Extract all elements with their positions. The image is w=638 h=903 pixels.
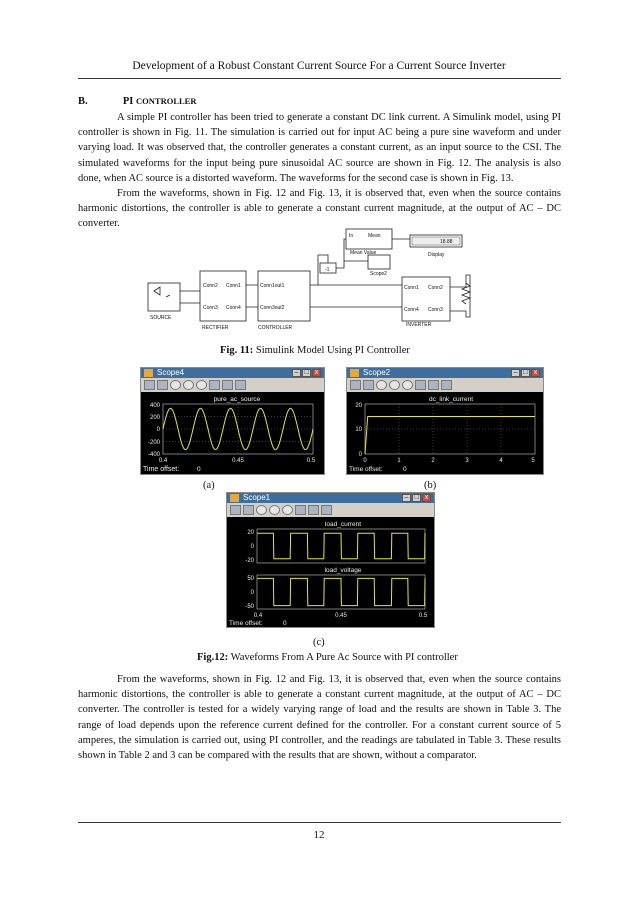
time-offset-label: Time offset: <box>143 466 180 473</box>
rectifier-label: RECTIFIER <box>202 325 229 331</box>
xtick: 0.5 <box>306 458 316 464</box>
scope-c-chart <box>227 517 434 627</box>
save-axes-icon[interactable] <box>308 505 319 515</box>
ytick: -200 <box>147 440 160 446</box>
scope-icon <box>144 369 153 377</box>
zoom-y-icon[interactable] <box>282 505 293 515</box>
scope-icon <box>350 369 359 377</box>
body-text-bottom <box>78 672 561 763</box>
minimize-button[interactable]: – <box>511 369 520 377</box>
time-offset-value: 0 <box>403 466 407 473</box>
time-offset-value: 0 <box>283 620 287 627</box>
label-a: (a) <box>203 480 215 491</box>
scope-window-a <box>140 367 325 475</box>
print-icon[interactable] <box>144 380 155 390</box>
rect-port-4: Conn4 <box>226 305 241 311</box>
plot-title-b: dc_link_current <box>428 396 474 403</box>
zoom-x-icon[interactable] <box>183 380 194 390</box>
paragraph-3: From the waveforms, shown in Fig. 12 and Fig. 13, it is observed that, even when the source contains harmonic distortions, the controller is able to generate a constant current magnitude, at the output of AC – DC converter. The controller is tested for a widely varying range of load and the results are shown in Table 3. The range of load depends upon the reference current defined for the controller. For a constant current source of 5 amperes, the simulation is carried out, using PI controller, and the readings are tabulated in Table 3. These results shown in Table 2 and 3 can be compared with the results that are shown, without a comparator. <box>78 674 561 762</box>
fig11-caption-text: Simulink Model Using PI Controller <box>255 345 410 356</box>
ytick: 400 <box>149 403 160 409</box>
ytick: 20 <box>355 403 362 409</box>
source-block <box>148 283 180 311</box>
xtick: 5 <box>531 458 535 464</box>
scope-a-toolbar <box>141 378 324 392</box>
ctrl-port-2: Conn3out2 <box>260 305 285 311</box>
inverter-label: INVERTER <box>406 322 432 328</box>
mean-out-label: Mean <box>368 233 381 239</box>
time-offset-value: 0 <box>197 466 201 473</box>
scope-a-chart <box>141 392 324 474</box>
restore-axes-icon[interactable] <box>235 380 246 390</box>
zoom-icon[interactable] <box>256 505 267 515</box>
scope-b-toolbar <box>347 378 543 392</box>
params-icon[interactable] <box>243 505 254 515</box>
ytick: 200 <box>149 415 160 421</box>
close-button[interactable]: x <box>531 369 540 377</box>
zoom-icon[interactable] <box>376 380 387 390</box>
inverter-block <box>402 277 450 321</box>
scope-c-plot-area <box>227 517 434 627</box>
footer-rule <box>78 822 561 823</box>
close-button[interactable]: x <box>312 369 321 377</box>
source-label: SOURCE <box>150 315 172 321</box>
minimize-button[interactable]: – <box>402 494 411 502</box>
section-title-rest: CONTROLLER <box>136 96 197 106</box>
scope-name-label: Scope2 <box>370 271 387 277</box>
display-value: 18.88 <box>440 239 453 245</box>
controller-block <box>258 271 310 321</box>
zoom-x-icon[interactable] <box>269 505 280 515</box>
print-icon[interactable] <box>350 380 361 390</box>
maximize-button[interactable]: □ <box>521 369 530 377</box>
zoom-y-icon[interactable] <box>196 380 207 390</box>
mean-in-label: In <box>349 233 354 239</box>
ytick: -400 <box>147 452 160 458</box>
scope-c-toolbar <box>227 503 434 517</box>
rect-port-2: Conn1 <box>226 283 241 289</box>
scope-window-c <box>226 492 435 628</box>
label-b: (b) <box>424 480 437 491</box>
plot-title-load-voltage: load_voltage <box>324 567 362 574</box>
label-c: (c) <box>313 637 325 648</box>
save-axes-icon[interactable] <box>222 380 233 390</box>
params-icon[interactable] <box>157 380 168 390</box>
simulink-model <box>140 225 490 335</box>
scope-c-titlebar: Scope1 – □ x <box>227 493 434 503</box>
xtick: 3 <box>465 458 469 464</box>
ytick: -50 <box>245 604 254 610</box>
xtick: 0 <box>363 458 367 464</box>
fig12-caption-label: Fig.12: <box>197 652 229 663</box>
xtick: 2 <box>431 458 435 464</box>
mean-value-block <box>346 229 392 249</box>
restore-axes-icon[interactable] <box>441 380 452 390</box>
ytick: 0 <box>250 590 254 596</box>
fig11-caption <box>220 345 410 356</box>
section-heading <box>78 96 196 107</box>
restore-axes-icon[interactable] <box>321 505 332 515</box>
inv-port-1: Conn1 <box>404 285 419 291</box>
minimize-button[interactable]: – <box>292 369 301 377</box>
inv-port-2: Conn2 <box>428 285 443 291</box>
time-offset-label: Time offset: <box>229 620 263 627</box>
xtick: 0.5 <box>418 613 428 619</box>
fig11-caption-label: Fig. 11: <box>220 345 254 356</box>
ytick: 50 <box>247 576 254 582</box>
gain-label: -1 <box>325 267 330 273</box>
plot-title-load-current: load_current <box>324 521 362 528</box>
xtick: 0.4 <box>158 458 168 464</box>
rect-port-3: Conn3 <box>203 305 218 311</box>
display-name-label: Display <box>428 252 445 258</box>
scope-icon <box>230 494 239 502</box>
close-button[interactable]: x <box>422 494 431 502</box>
mean-name-label: Mean Value <box>350 250 377 256</box>
paragraph-2: From the waveforms, shown in Fig. 12 and Fig. 13, it is observed that, even when the source contains harmonic distortions, the controller is able to generate a constant current magnitude, at the output of AC – DC converter. <box>78 188 561 230</box>
autoscale-icon[interactable] <box>415 380 426 390</box>
ytick: 0 <box>156 427 160 433</box>
params-icon[interactable] <box>363 380 374 390</box>
running-header: Development of a Robust Constant Current Source For a Current Source Inverter <box>132 60 506 72</box>
scope-b-titlebar: Scope2 – □ x <box>347 368 543 378</box>
rectifier-block <box>200 271 246 321</box>
page-number: 12 <box>313 829 325 841</box>
xtick: 1 <box>397 458 401 464</box>
xtick: 4 <box>499 458 503 464</box>
paragraph-1: A simple PI controller has been tried to generate a constant DC link current. A Simulink model, using PI controller is shown in Fig. 11. The simulation is carried out for input AC being a pure sine waveform and under varying load. It was observed that, the controller generates a constant current, as an input source to the CSI. The simulated waveforms for the input being pure sinusoidal AC source are shown in Fig. 12. The analysis is also done, when AC source is a distorted waveform. The waveforms for the second case is shown in Fig. 13. <box>78 112 561 184</box>
scope-a-plot-area <box>141 392 324 474</box>
plot-title-a: pure_ac_source <box>213 396 261 403</box>
maximize-button[interactable]: □ <box>302 369 311 377</box>
section-number: B. <box>78 96 88 107</box>
rect-port-1: Conn2 <box>203 283 218 289</box>
zoom-x-icon[interactable] <box>389 380 400 390</box>
controller-label: CONTROLLER <box>258 325 293 331</box>
ytick: 10 <box>355 427 362 433</box>
scope-b-chart <box>347 392 543 474</box>
autoscale-icon[interactable] <box>209 380 220 390</box>
time-offset-label: Time offset: <box>349 466 383 473</box>
header-rule <box>78 78 561 79</box>
inv-port-4: Conn3 <box>428 307 443 313</box>
zoom-y-icon[interactable] <box>402 380 413 390</box>
scope-block <box>368 255 390 269</box>
body-text-top <box>78 110 561 232</box>
scope-window-b <box>346 367 544 475</box>
ytick: -20 <box>245 558 254 564</box>
scope-a-titlebar: Scope4 – □ x <box>141 368 324 378</box>
ctrl-port-1: Conn1out1 <box>260 283 285 289</box>
fig12-caption-text: Waveforms From A Pure Ac Source with PI controller <box>230 652 458 663</box>
xtick: 0.45 <box>232 458 244 464</box>
xtick: 0.45 <box>335 613 347 619</box>
fig12-caption <box>197 652 458 663</box>
display-readout <box>412 237 460 245</box>
inv-port-3: Conn4 <box>404 307 419 313</box>
print-icon[interactable] <box>230 505 241 515</box>
save-axes-icon[interactable] <box>428 380 439 390</box>
ytick: 0 <box>250 544 254 550</box>
ytick: 20 <box>247 530 254 536</box>
section-title-first: PI <box>122 96 134 107</box>
autoscale-icon[interactable] <box>295 505 306 515</box>
xtick: 0.4 <box>253 613 263 619</box>
maximize-button[interactable]: □ <box>412 494 421 502</box>
zoom-icon[interactable] <box>170 380 181 390</box>
ytick: 0 <box>358 452 362 458</box>
scope-b-plot-area <box>347 392 543 474</box>
